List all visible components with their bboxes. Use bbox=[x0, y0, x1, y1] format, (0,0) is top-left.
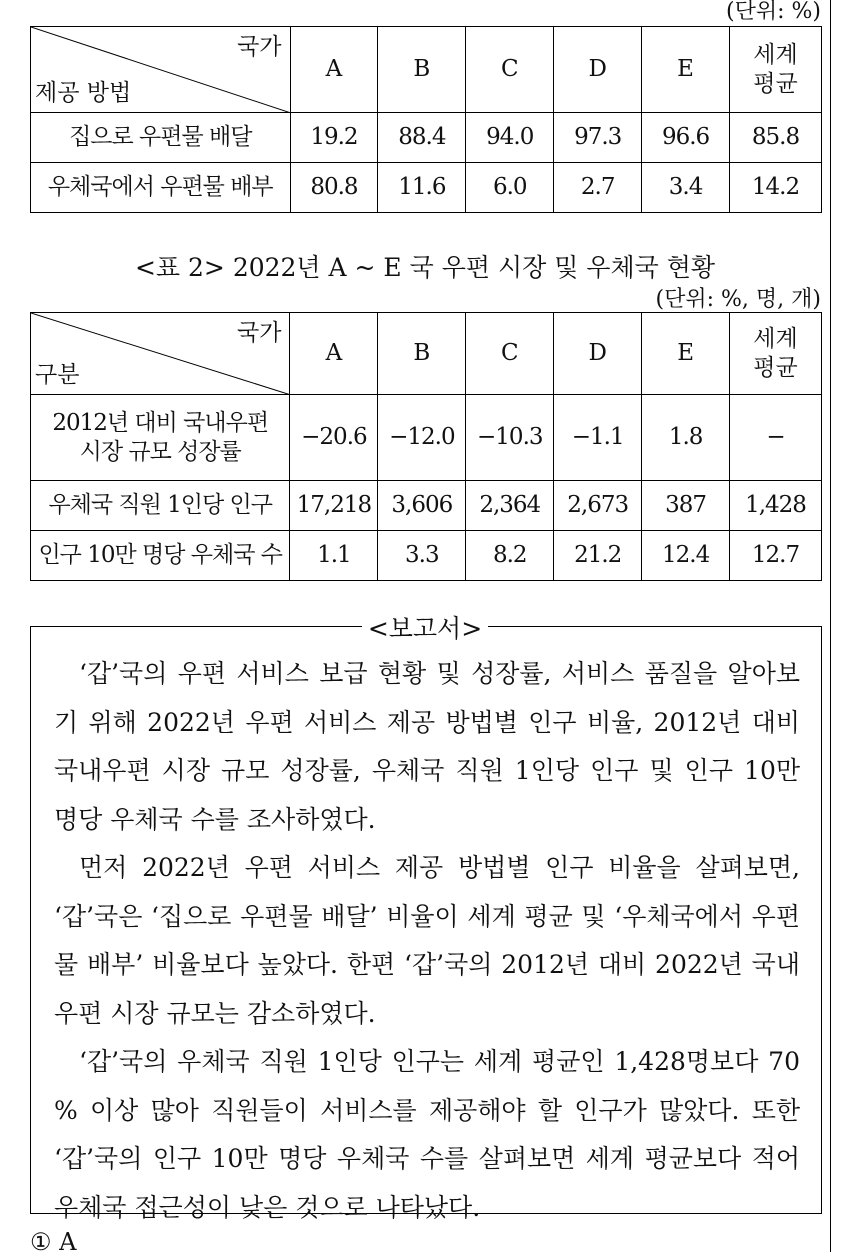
cell: 6.0 bbox=[466, 163, 554, 213]
corner-bottom-label: 제공 방법 bbox=[35, 80, 132, 107]
cell: 3,606 bbox=[378, 481, 466, 531]
cell: −12.0 bbox=[378, 395, 466, 481]
cell: −10.3 bbox=[466, 395, 554, 481]
cell: − bbox=[730, 395, 822, 481]
cell: 3.3 bbox=[378, 531, 466, 581]
cell: 97.3 bbox=[554, 113, 642, 163]
corner-bottom-label: 구분 bbox=[35, 362, 80, 389]
answer-option-fragment: ① A bbox=[30, 1228, 77, 1256]
cell: 12.4 bbox=[642, 531, 730, 581]
cell: 94.0 bbox=[466, 113, 554, 163]
cell: 85.8 bbox=[730, 113, 822, 163]
cell: 19.2 bbox=[290, 113, 378, 163]
cell: 17,218 bbox=[290, 481, 378, 531]
page-right-rule bbox=[830, 0, 831, 1252]
col-header-a: A bbox=[290, 27, 378, 113]
col-header-d: D bbox=[554, 27, 642, 113]
table2-unit: (단위: %, 명, 개) bbox=[655, 287, 821, 312]
cell: 387 bbox=[642, 481, 730, 531]
table2 bbox=[30, 312, 822, 581]
table2-corner-cell bbox=[31, 313, 290, 395]
report-paragraph: ‘갑’국의 우편 서비스 보급 현황 및 성장률, 서비스 품질을 알아보기 위해 2022년 우편 서비스 제공 방법별 인구 비율, 2012년 대비 국내우편 시장 규모 성장률, 우체국 직원 1인당 인구 및 인구 10만 명당 우체국 수를 조사하였다. bbox=[54, 659, 800, 834]
cell: 21.2 bbox=[554, 531, 642, 581]
cell: −1.1 bbox=[554, 395, 642, 481]
row-label: 우체국 직원 1인당 인구 bbox=[31, 481, 290, 531]
corner-top-label: 국가 bbox=[236, 320, 282, 346]
col-header-c: C bbox=[466, 313, 554, 395]
cell: 88.4 bbox=[378, 113, 466, 163]
cell: 2.7 bbox=[554, 163, 642, 213]
table1 bbox=[30, 26, 822, 213]
col-header-c: C bbox=[466, 27, 554, 113]
report-title-wrap bbox=[30, 609, 820, 645]
col-header-b: B bbox=[378, 27, 466, 113]
row-label: 인구 10만 명당 우체국 수 bbox=[31, 531, 290, 581]
cell: 1.8 bbox=[642, 395, 730, 481]
col-header-world: 세계 평균 bbox=[730, 313, 822, 395]
corner-top-label: 국가 bbox=[237, 34, 282, 60]
report-title: <보고서> bbox=[362, 614, 488, 643]
col-header-world: 세계 평균 bbox=[730, 27, 822, 113]
table1-unit: (단위: %) bbox=[726, 0, 821, 24]
cell: 12.7 bbox=[730, 531, 822, 581]
report-paragraph: 먼저 2022년 우편 서비스 제공 방법별 인구 비율을 살펴보면, ‘갑’국은 ‘집으로 우편물 배달’ 비율이 세계 평균 및 ‘우체국에서 우편물 배부’ 비율보다 높았다. 한편 ‘갑’국의 2012년 대비 2022년 국내우편 시장 규모는 감소하였다. bbox=[54, 853, 800, 1028]
col-header-e: E bbox=[642, 313, 730, 395]
cell: 14.2 bbox=[730, 163, 822, 213]
row-label: 우체국에서 우편물 배부 bbox=[31, 163, 291, 213]
cell: 1,428 bbox=[730, 481, 822, 531]
cell: 2,364 bbox=[466, 481, 554, 531]
report-body bbox=[54, 650, 800, 1232]
col-header-b: B bbox=[378, 313, 466, 395]
cell: 11.6 bbox=[378, 163, 466, 213]
cell: 1.1 bbox=[290, 531, 378, 581]
col-header-e: E bbox=[642, 27, 730, 113]
col-header-d: D bbox=[554, 313, 642, 395]
report-paragraph: ‘갑’국의 우체국 직원 1인당 인구는 세계 평균인 1,428명보다 70 % 이상 많아 직원들이 서비스를 제공해야 할 인구가 많았다. 또한 ‘갑’국의 인구 10만 명당 우체국 수를 살펴보면 세계 평균보다 적어 우체국 접근성이 낮은 것으로 나타났다. bbox=[54, 1047, 800, 1222]
cell: −20.6 bbox=[290, 395, 378, 481]
row-label: 2012년 대비 국내우편 시장 규모 성장률 bbox=[31, 395, 290, 481]
table2-caption: <표 2> 2022년 A ~ E 국 우편 시장 및 우체국 현황 bbox=[134, 253, 716, 282]
row-label: 집으로 우편물 배달 bbox=[31, 113, 291, 163]
cell: 2,673 bbox=[554, 481, 642, 531]
cell: 80.8 bbox=[290, 163, 378, 213]
table1-corner-cell bbox=[31, 27, 291, 113]
col-header-a: A bbox=[290, 313, 378, 395]
cell: 3.4 bbox=[642, 163, 730, 213]
cell: 8.2 bbox=[466, 531, 554, 581]
cell: 96.6 bbox=[642, 113, 730, 163]
